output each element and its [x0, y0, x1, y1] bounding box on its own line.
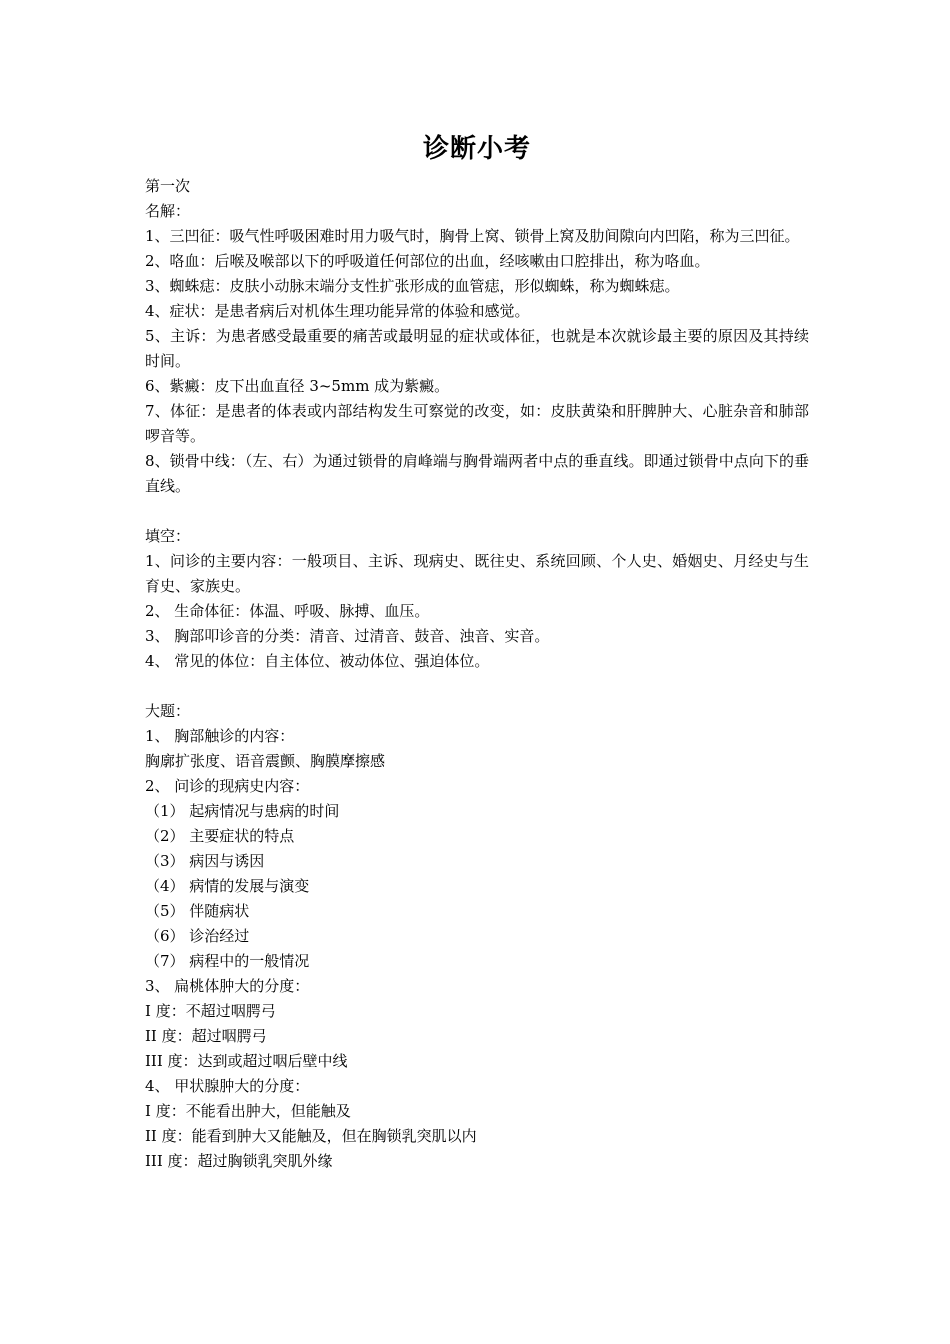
question-3-item: I 度：不超过咽腭弓 [145, 1002, 276, 1020]
section-spacer [145, 499, 809, 524]
term-item: 5、主诉：为患者感受最重要的痛苦或最明显的症状或体征，也就是本次就诊最主要的原因及其持续时间。 [145, 327, 809, 370]
question-2-item: （5） 伴随病状 [145, 902, 250, 920]
term-item: 2、咯血：后喉及喉部以下的呼吸道任何部位的出血，经咳嗽由口腔排出，称为咯血。 [145, 252, 710, 270]
document-title: 诊断小考 [422, 134, 531, 164]
question-3-item: III 度：达到或超过咽后壁中线 [145, 1052, 348, 1070]
question-1-answer: 胸廓扩张度、语音震颤、胸膜摩擦感 [145, 752, 386, 770]
term-item: 3、蜘蛛痣：皮肤小动脉末端分支性扩张形成的血管痣，形似蜘蛛，称为蜘蛛痣。 [145, 277, 680, 295]
fill-heading: 填空： [145, 527, 191, 545]
terms-heading: 名解： [145, 202, 191, 220]
fill-item: 3、 胸部叩诊音的分类：清音、过清音、鼓音、浊音、实音。 [145, 627, 550, 645]
question-2-item: （7） 病程中的一般情况 [145, 952, 310, 970]
question-4-item: I 度：不能看出肿大，但能触及 [145, 1102, 351, 1120]
question-2-title: 2、 问诊的现病史内容： [145, 777, 310, 795]
term-item: 4、症状：是患者病后对机体生理功能异常的体验和感觉。 [145, 302, 530, 320]
question-3-item: II 度：超过咽腭弓 [145, 1027, 267, 1045]
question-3-title: 3、 扁桃体肿大的分度： [145, 977, 310, 995]
question-4-item: III 度：超过胸锁乳突肌外缘 [145, 1152, 333, 1170]
section-spacer [145, 674, 809, 699]
question-4-item: II 度：能看到肿大又能触及，但在胸锁乳突肌以内 [145, 1127, 477, 1145]
term-item: 6、紫癜：皮下出血直径 3~5mm 成为紫癜。 [145, 377, 450, 395]
term-item: 7、体征：是患者的体表或内部结构发生可察觉的改变，如：皮肤黄染和肝脾肿大、心脏杂音和肺部啰音等。 [145, 402, 809, 445]
question-2-item: （1） 起病情况与患病的时间 [145, 802, 340, 820]
document-content [145, 130, 809, 1174]
questions-heading: 大题： [145, 702, 191, 720]
question-2-item: （2） 主要症状的特点 [145, 827, 295, 845]
fill-item: 2、 生命体征：体温、呼吸、脉搏、血压。 [145, 602, 430, 620]
question-2-item: （6） 诊治经过 [145, 927, 250, 945]
session-label: 第一次 [145, 177, 191, 195]
term-item: 1、三凹征：吸气性呼吸困难时用力吸气时，胸骨上窝、锁骨上窝及肋间隙向内凹陷，称为三凹征。 [145, 227, 800, 245]
question-4-title: 4、 甲状腺肿大的分度： [145, 1077, 310, 1095]
question-2-item: （3） 病因与诱因 [145, 852, 265, 870]
question-1-title: 1、 胸部触诊的内容： [145, 727, 295, 745]
fill-item: 1、问诊的主要内容：一般项目、主诉、现病史、既往史、系统回顾、个人史、婚姻史、月经史与生育史、家族史。 [145, 552, 809, 595]
term-item: 8、锁骨中线：（左、右）为通过锁骨的肩峰端与胸骨端两者中点的垂直线。即通过锁骨中点向下的垂直线。 [145, 452, 809, 495]
question-2-item: （4） 病情的发展与演变 [145, 877, 310, 895]
fill-item: 4、 常见的体位：自主体位、被动体位、强迫体位。 [145, 652, 490, 670]
